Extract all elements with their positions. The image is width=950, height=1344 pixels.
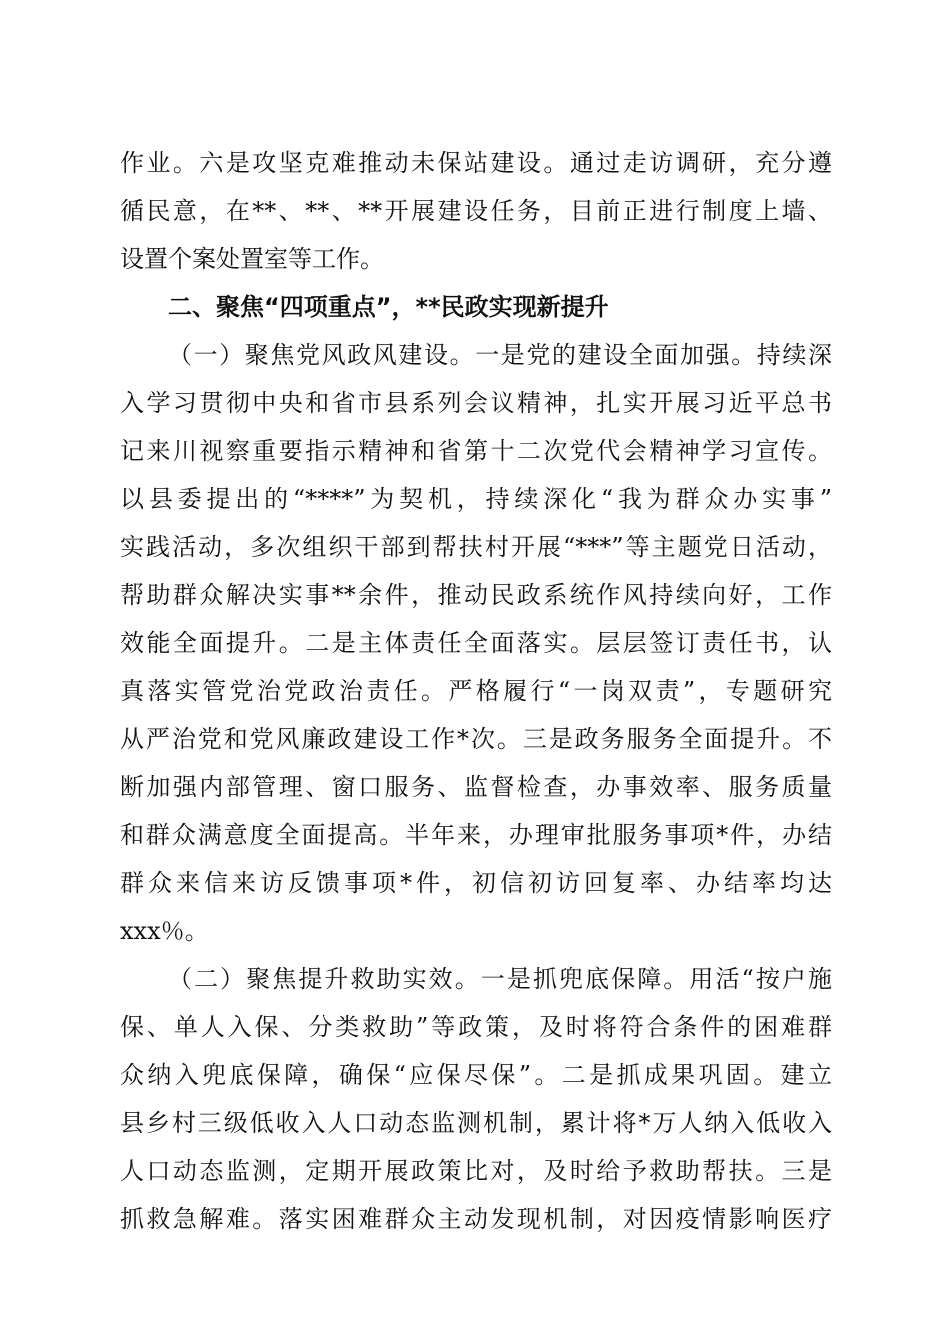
paragraph-line: （二）聚焦提升救助实效。一是抓兜底保障。用活“按户施 — [168, 965, 832, 993]
paragraph-line: 从严治党和党风廉政建设工作*次。三是政务服务全面提升。不 — [120, 725, 832, 753]
paragraph-line: 以县委提出的“****”为契机，持续深化“我为群众办实事” — [120, 485, 832, 513]
paragraph-line: 帮助群众解决实事**余件，推动民政系统作风持续向好，工作 — [120, 581, 832, 609]
paragraph-line: （一）聚焦党风政风建设。一是党的建设全面加强。持续深 — [168, 341, 832, 369]
paragraph-line: 入学习贯彻中央和省市县系列会议精神，扎实开展习近平总书 — [120, 389, 832, 417]
paragraph-line: 人口动态监测，定期开展政策比对，及时给予救助帮扶。三是 — [120, 1157, 832, 1185]
paragraph-line: 实践活动，多次组织干部到帮扶村开展“***”等主题党日活动， — [120, 533, 832, 561]
paragraph-line: 抓救急解难。落实困难群众主动发现机制，对因疫情影响医疗 — [120, 1205, 832, 1233]
paragraph-line: 真落实管党治党政治责任。严格履行“一岗双责”，专题研究 — [120, 677, 832, 705]
paragraph-line: 保、单人入保、分类救助”等政策，及时将符合条件的困难群 — [120, 1013, 832, 1041]
paragraph-line: 群众来信来访反馈事项*件，初信初访回复率、办结率均达 — [120, 869, 832, 897]
paragraph-line: 效能全面提升。二是主体责任全面落实。层层签订责任书，认 — [120, 629, 832, 657]
paragraph-line: 众纳入兜底保障，确保“应保尽保”。二是抓成果巩固。建立 — [120, 1061, 832, 1089]
paragraph-line: 循民意，在**、**、**开展建设任务，目前正进行制度上墙、 — [120, 197, 832, 225]
paragraph-line: 县乡村三级低收入人口动态监测机制，累计将*万人纳入低收入 — [120, 1109, 832, 1137]
paragraph-line: 作业。六是攻坚克难推动未保站建设。通过走访调研，充分遵 — [120, 149, 832, 177]
paragraph-line: 断加强内部管理、窗口服务、监督检查，办事效率、服务质量 — [120, 773, 832, 801]
paragraph-line: 设置个案处置室等工作。 — [120, 245, 384, 273]
paragraph-line: xxx％。 — [120, 917, 209, 945]
paragraph-line: 记来川视察重要指示精神和省第十二次党代会精神学习宣传。 — [120, 437, 832, 465]
paragraph-line: 和群众满意度全面提高。半年来，办理审批服务事项*件，办结 — [120, 821, 832, 849]
section-heading: 二、聚焦“四项重点”，**民政实现新提升 — [168, 293, 609, 321]
